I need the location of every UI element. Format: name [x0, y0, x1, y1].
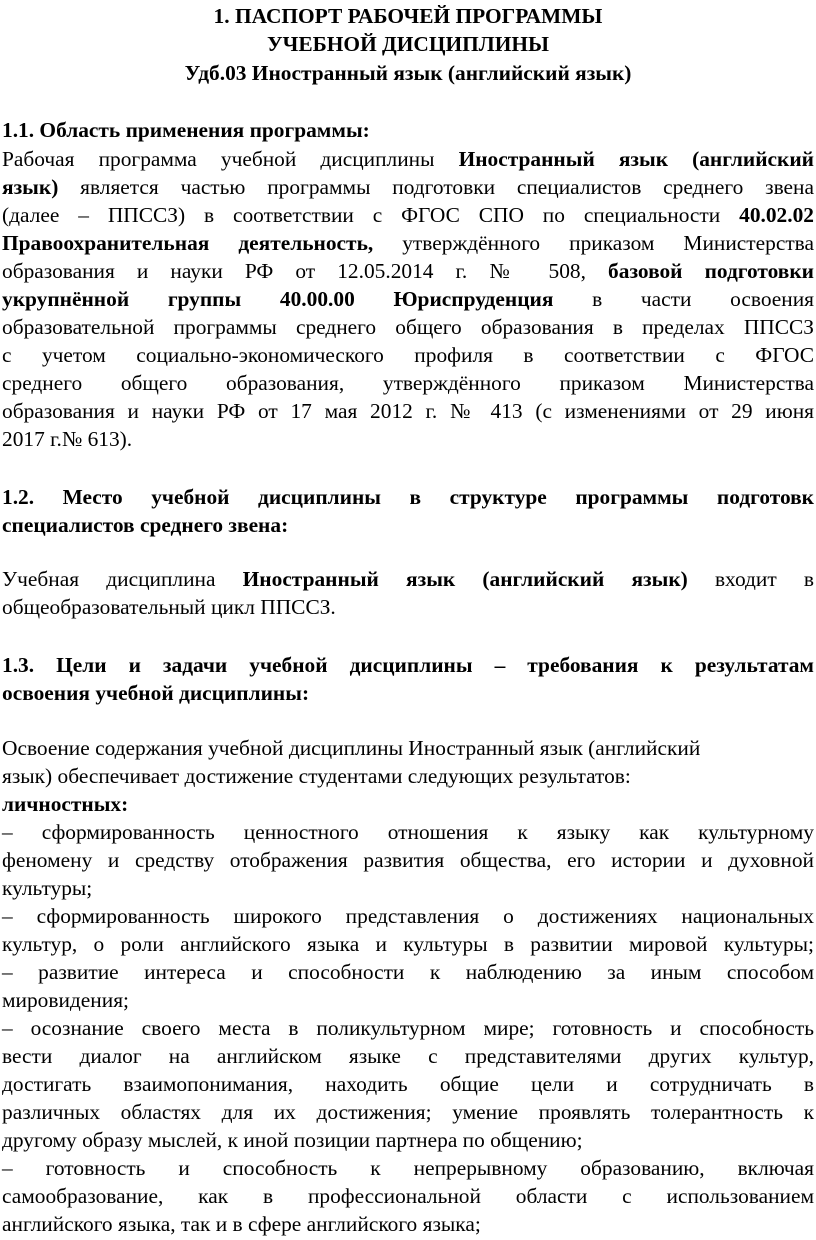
section-1-2-heading-cont: специалистов среднего звена: [2, 513, 289, 537]
title-line-2: УЧЕБНОЙ ДИСЦИПЛИНЫ [266, 32, 549, 56]
text-span: Учебная дисциплина [2, 567, 243, 591]
text-span: образования и науки РФ от 12.05.2014 г. № 508, [2, 259, 609, 283]
paragraph-line: язык) обеспечивает достижение студентами следующих результатов: [2, 764, 631, 788]
bullet-line: феномену и средству отображения развития общества, его истории и духовной [2, 848, 814, 872]
section-1-3-heading: 1.3. Цели и задачи учебной дисциплины – требования к результатам [2, 653, 814, 677]
paragraph-line: общеобразовательный цикл ППССЗ. [2, 595, 336, 619]
bullet-line: английского языка, так и в сфере английского языка; [2, 1212, 481, 1236]
bullet-line: другому образу мыслей, к иной позиции партнера по общению; [2, 1128, 583, 1152]
paragraph-line: 2017 г.№ 613). [2, 427, 133, 451]
section-1-1-heading: 1.1. Область применения программы: [2, 118, 370, 142]
bullet-line: – сформированность широкого представления о достижениях национальных [2, 904, 814, 928]
section-1-3-heading-cont: освоения учебной дисциплины: [2, 681, 310, 705]
bullet-line: мировидения; [2, 988, 129, 1012]
paragraph-line [2, 145, 814, 173]
bullet-line: – развитие интереса и способности к наблюдению за иным способом [2, 960, 814, 984]
paragraph-line [2, 565, 814, 593]
bullet-line: культуры; [2, 876, 93, 900]
bullet-line: – сформированность ценностного отношения к языку как культурному [2, 820, 814, 844]
text-span: Рабочая программа учебной дисциплины [2, 147, 459, 171]
title-line-1: 1. ПАСПОРТ РАБОЧЕЙ ПРОГРАММЫ [213, 4, 603, 28]
section-1-2-heading: 1.2. Место учебной дисциплины в структуре программы подготовк [2, 485, 814, 509]
text-span: входит в [687, 567, 814, 591]
bold-span: Правоохранительная деятельность, [2, 231, 374, 255]
bold-span: 40.02.02 [739, 203, 814, 227]
text-span: в части освоения [553, 287, 815, 311]
bullet-line: – осознание своего места в поликультурном мире; готовность и способность [2, 1016, 814, 1040]
bold-span: Иностранный язык (английский [458, 147, 815, 171]
personal-results-label: личностных: [2, 792, 129, 816]
bullet-line: достигать взаимопонимания, находить общие цели и сотрудничать в [2, 1072, 814, 1096]
paragraph-line [2, 173, 814, 201]
paragraph-line: с учетом социально-экономического профиля в соответствии с ФГОС [2, 343, 814, 367]
paragraph-line [2, 229, 814, 257]
bullet-line: самообразование, как в профессиональной области с использованием [2, 1184, 814, 1208]
paragraph-line: образования и науки РФ от 17 мая 2012 г. № 413 (с изменениями от 29 июня [2, 399, 814, 423]
bold-span: укрупнённой группы 40.00.00 Юриспруденция [2, 287, 554, 311]
bullet-line: различных областях для их достижения; умение проявлять толерантность к [2, 1100, 814, 1124]
text-span: является частью программы подготовки специалистов среднего звена [58, 175, 814, 199]
paragraph-line: среднего общего образования, утверждённого приказом Министерства [2, 371, 814, 395]
bold-span: базовой подготовки [608, 259, 814, 283]
bold-span: язык) [2, 175, 59, 199]
paragraph-line [2, 257, 814, 285]
text-span: (далее – ППССЗ) в соответствии с ФГОС СПО по специальности [2, 203, 740, 227]
paragraph-line: Освоение содержания учебной дисциплины Иностранный язык (английский [2, 736, 701, 760]
bullet-line: вести диалог на английском языке с представителями других культур, [2, 1044, 814, 1068]
paragraph-line [2, 285, 814, 313]
paragraph-line: образовательной программы среднего общего образования в пределах ППССЗ [2, 315, 814, 339]
text-span: утверждённого приказом Министерства [373, 231, 814, 255]
bullet-line: – готовность и способность к непрерывному образованию, включая [2, 1156, 814, 1180]
paragraph-line [2, 201, 814, 229]
bold-span: Иностранный язык (английский язык) [242, 567, 688, 591]
bullet-line: культур, о роли английского языка и культуры в развитии мировой культуры; [2, 932, 814, 956]
title-line-3: Удб.03 Иностранный язык (английский язык) [184, 61, 632, 85]
